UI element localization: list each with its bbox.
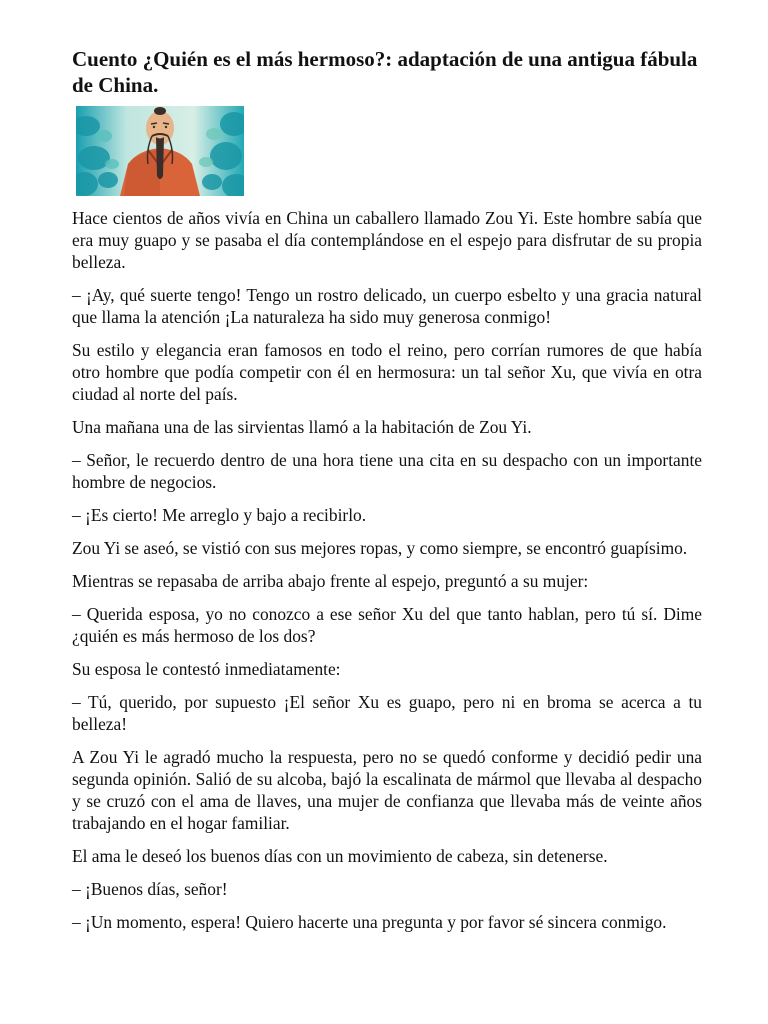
paragraph: Zou Yi se aseó, se vistió con sus mejores ropas, y como siempre, se encontró guapísimo. [72, 538, 688, 558]
paragraph: Su esposa le contestó inmediatamente: [72, 659, 341, 679]
paragraph: – Tú, querido, por supuesto ¡El señor Xu es guapo, pero ni en broma se acerca a tu belleza! [72, 692, 702, 734]
paragraph: Su estilo y elegancia eran famosos en todo el reino, pero corrían rumores de que había otro hombre que podía competir con él en hermosura: un tal señor Xu, que vivía en otra ciudad al norte del país. [72, 340, 702, 404]
paragraph: – ¡Es cierto! Me arreglo y bajo a recibirlo. [72, 505, 367, 525]
paragraph: – ¡Un momento, espera! Quiero hacerte una pregunta y por favor sé sincera conmigo. [72, 912, 667, 932]
paragraph: Mientras se repasaba de arriba abajo frente al espejo, preguntó a su mujer: [72, 571, 589, 591]
paragraph: – ¡Buenos días, señor! [72, 879, 228, 899]
paragraph: – Querida esposa, yo no conozco a ese señor Xu del que tanto hablan, pero tú sí. Dime ¿quién es más hermoso de los dos? [72, 604, 702, 646]
paragraph: – ¡Ay, qué suerte tengo! Tengo un rostro delicado, un cuerpo esbelto y una gracia natural que llama la atención ¡La naturaleza ha sido muy generosa conmigo! [72, 285, 702, 327]
paragraph: El ama le deseó los buenos días con un movimiento de cabeza, sin detenerse. [72, 846, 608, 866]
story-illustration [76, 106, 244, 196]
paragraph: – Señor, le recuerdo dentro de una hora tiene una cita en su despacho con un importante hombre de negocios. [72, 450, 702, 492]
story-body [72, 207, 702, 944]
story-title: Cuento ¿Quién es el más hermoso?: adaptación de una antigua fábula de China. [72, 47, 698, 97]
paragraph: Una mañana una de las sirvientas llamó a la habitación de Zou Yi. [72, 417, 532, 437]
bearded-man-illustration [76, 106, 244, 196]
paragraph: A Zou Yi le agradó mucho la respuesta, pero no se quedó conforme y decidió pedir una segunda opinión. Salió de su alcoba, bajó la escalinata de mármol que llevaba al despacho y se cruzó con el ama de llaves, una mujer de confianza que llevaba más de veinte años trabajando en el hogar familiar. [72, 747, 702, 833]
paragraph: Hace cientos de años vivía en China un caballero llamado Zou Yi. Este hombre sabía que era muy guapo y se pasaba el día contemplándose en el espejo para disfrutar de su propia belleza. [72, 208, 702, 272]
